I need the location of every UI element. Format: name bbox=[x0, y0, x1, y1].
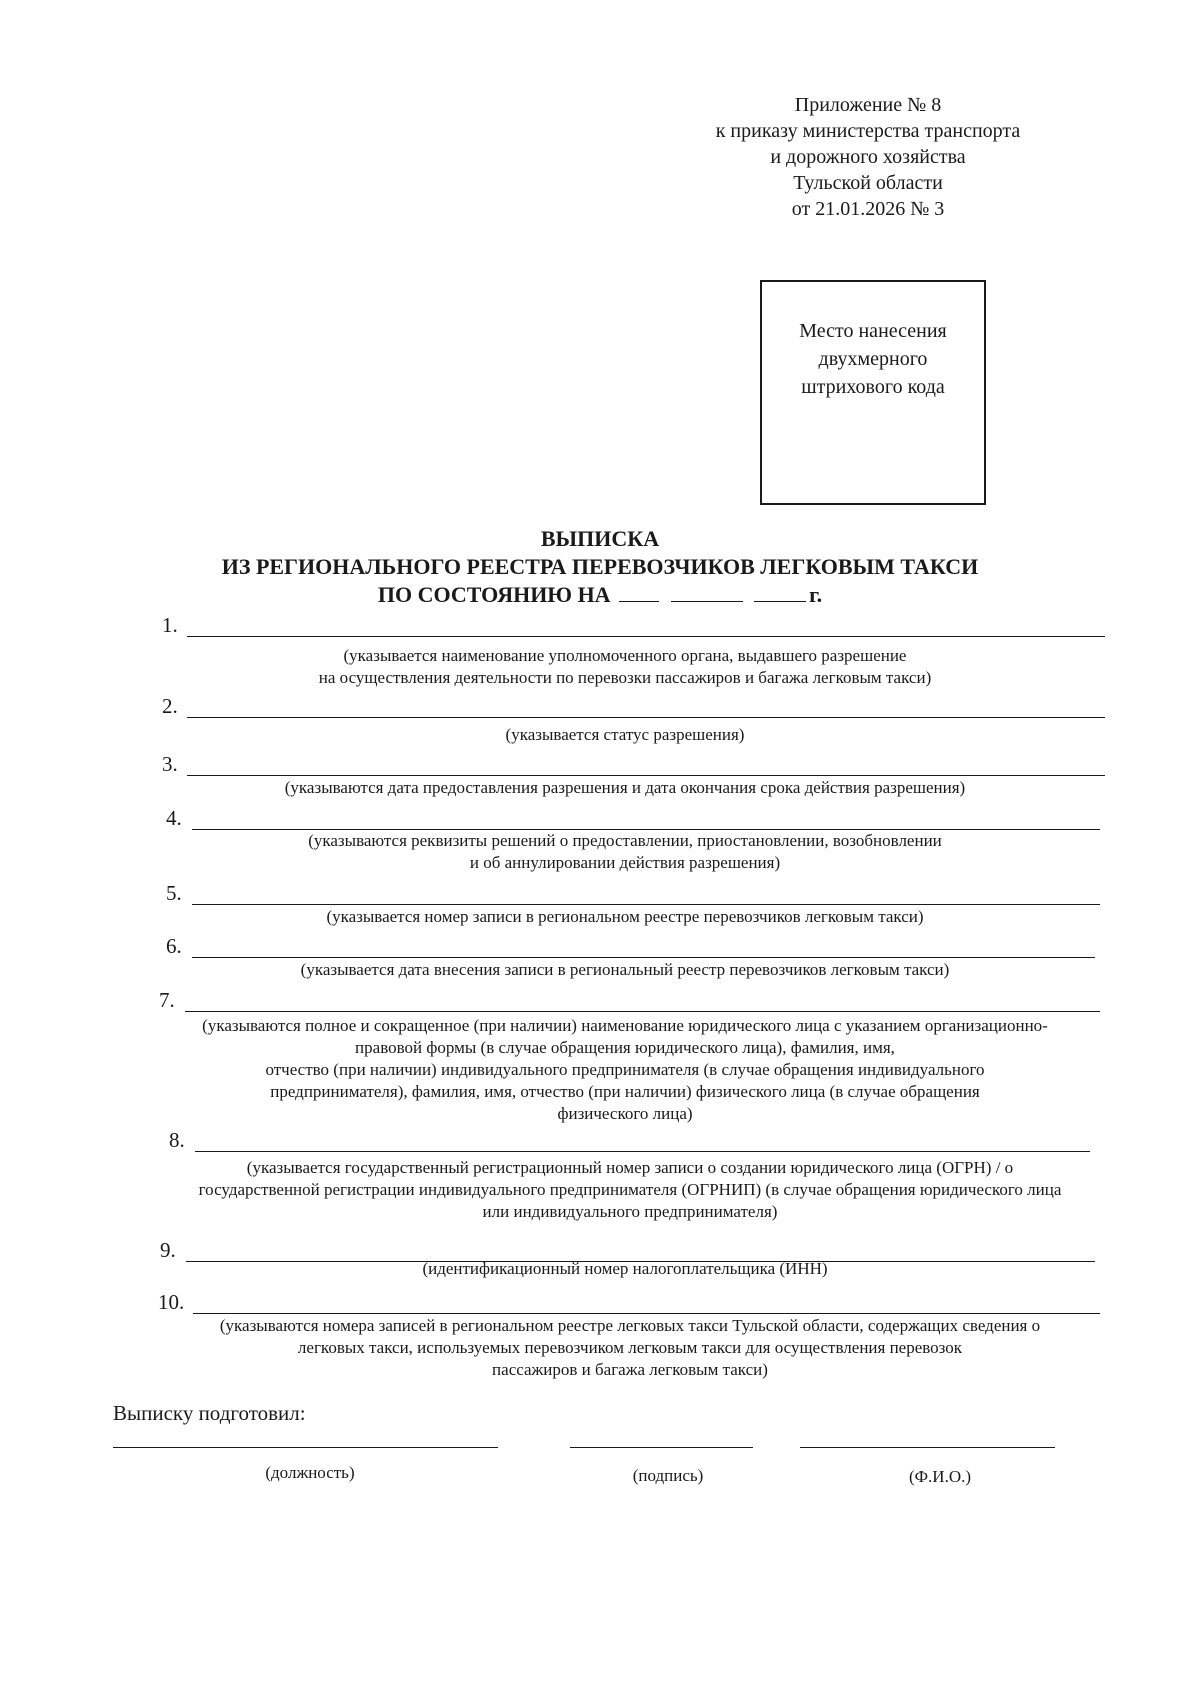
field-row-3 bbox=[140, 746, 1105, 778]
date-day-blank[interactable] bbox=[619, 581, 659, 602]
position-label: (должность) bbox=[265, 1463, 355, 1482]
field-input-line[interactable] bbox=[187, 717, 1105, 718]
field-hint-3: (указываются дата предоставления разрешения и дата окончания срока действия разрешения) bbox=[284, 778, 966, 797]
field-row-2 bbox=[140, 688, 1105, 720]
signature-label: (подпись) bbox=[632, 1466, 704, 1485]
field-hint-7: (указываются полное и сокращенное (при наличии) наименование юридического лица с указанием организационно- правовой формы (в случае обращения юридического лица), фамилия, имя, отчество (при наличии) индивидуального предпринимателя (в случае обращения индивидуального предпринимателя), фамилия, имя, отчество (при наличии) физического лица (в случае обращения физического лица) bbox=[202, 1016, 1048, 1123]
field-number: 8. bbox=[169, 1128, 185, 1152]
date-year-blank[interactable] bbox=[754, 581, 806, 602]
field-hint-10: (указываются номера записей в региональном реестре легковых такси Тульской области, содержащих сведения о легковых такси, используемых перевозчиком легковым такси для осуществления перевозок пассажиров и багажа легковым такси) bbox=[219, 1316, 1041, 1379]
field-row-8 bbox=[140, 1122, 1090, 1154]
prepared-by-label: Выписку подготовил: bbox=[113, 1401, 306, 1425]
field-input-line[interactable] bbox=[193, 1313, 1100, 1314]
field-number: 5. bbox=[166, 881, 182, 905]
field-hint-8: (указывается государственный регистрационный номер записи о создании юридического лица (ОГРН) / о государственной регистрации индивидуального предпринимателя (ОГРНИП) (в случае обращения юридического лица или индивидуального предпринимателя) bbox=[198, 1158, 1062, 1221]
title-line-2: ИЗ РЕГИОНАЛЬНОГО РЕЕСТРА ПЕРЕВОЗЧИКОВ ЛЕГКОВЫМ ТАКСИ bbox=[221, 554, 979, 579]
field-input-line[interactable] bbox=[192, 904, 1100, 905]
barcode-placeholder-box bbox=[760, 280, 986, 505]
title-line-1: ВЫПИСКА bbox=[540, 526, 660, 551]
full-name-signature-line[interactable] bbox=[800, 1447, 1055, 1448]
ministry-name: и дорожного хозяйства bbox=[770, 146, 966, 168]
document-title bbox=[150, 525, 1050, 609]
signature-line[interactable] bbox=[570, 1447, 753, 1448]
field-number: 1. bbox=[162, 613, 178, 637]
field-hint-9: (идентификационный номер налогоплательщика (ИНН) bbox=[422, 1259, 828, 1278]
field-row-7 bbox=[140, 982, 1100, 1014]
region-name: Тульской области bbox=[793, 172, 943, 194]
position-signature-line[interactable] bbox=[113, 1447, 498, 1448]
field-input-line[interactable] bbox=[192, 957, 1095, 958]
appendix-header bbox=[668, 92, 1068, 222]
field-row-1 bbox=[140, 607, 1105, 639]
field-row-4 bbox=[140, 800, 1100, 832]
field-row-6 bbox=[140, 928, 1095, 960]
appendix-number: Приложение № 8 bbox=[794, 94, 942, 116]
field-row-10 bbox=[140, 1284, 1100, 1316]
field-input-line[interactable] bbox=[187, 775, 1105, 776]
field-hint-2: (указывается статус разрешения) bbox=[505, 725, 745, 744]
order-reference: к приказу министерства транспорта bbox=[715, 120, 1021, 142]
field-hint-5: (указывается номер записи в региональном реестре перевозчиков легковым такси) bbox=[326, 907, 924, 926]
field-number: 7. bbox=[159, 988, 175, 1012]
field-number: 9. bbox=[160, 1238, 176, 1262]
barcode-placeholder-text: Место нанесения двухмерного штрихового кода bbox=[799, 320, 947, 398]
field-row-5 bbox=[140, 875, 1100, 907]
field-number: 3. bbox=[162, 752, 178, 776]
title-line-3: ПО СОСТОЯНИЮ НА г. bbox=[377, 582, 823, 607]
field-hint-4: (указываются реквизиты решений о предоставлении, приостановлении, возобновлении и об аннулировании действия разрешения) bbox=[308, 831, 942, 872]
field-number: 6. bbox=[166, 934, 182, 958]
full-name-label: (Ф.И.О.) bbox=[908, 1467, 972, 1486]
field-number: 2. bbox=[162, 694, 178, 718]
date-month-blank[interactable] bbox=[671, 581, 743, 602]
field-number: 4. bbox=[166, 806, 182, 830]
field-hint-6: (указывается дата внесения записи в региональный реестр перевозчиков легковым такси) bbox=[300, 960, 950, 979]
field-input-line[interactable] bbox=[187, 636, 1105, 637]
field-input-line[interactable] bbox=[195, 1151, 1090, 1152]
order-date: от 21.01.2026 № 3 bbox=[791, 198, 945, 220]
field-hint-1: (указывается наименование уполномоченного органа, выдавшего разрешение на осуществления деятельности по перевозки пассажиров и багажа легковым такси) bbox=[318, 646, 932, 687]
field-input-line[interactable] bbox=[185, 1011, 1100, 1012]
field-number: 10. bbox=[158, 1290, 185, 1314]
